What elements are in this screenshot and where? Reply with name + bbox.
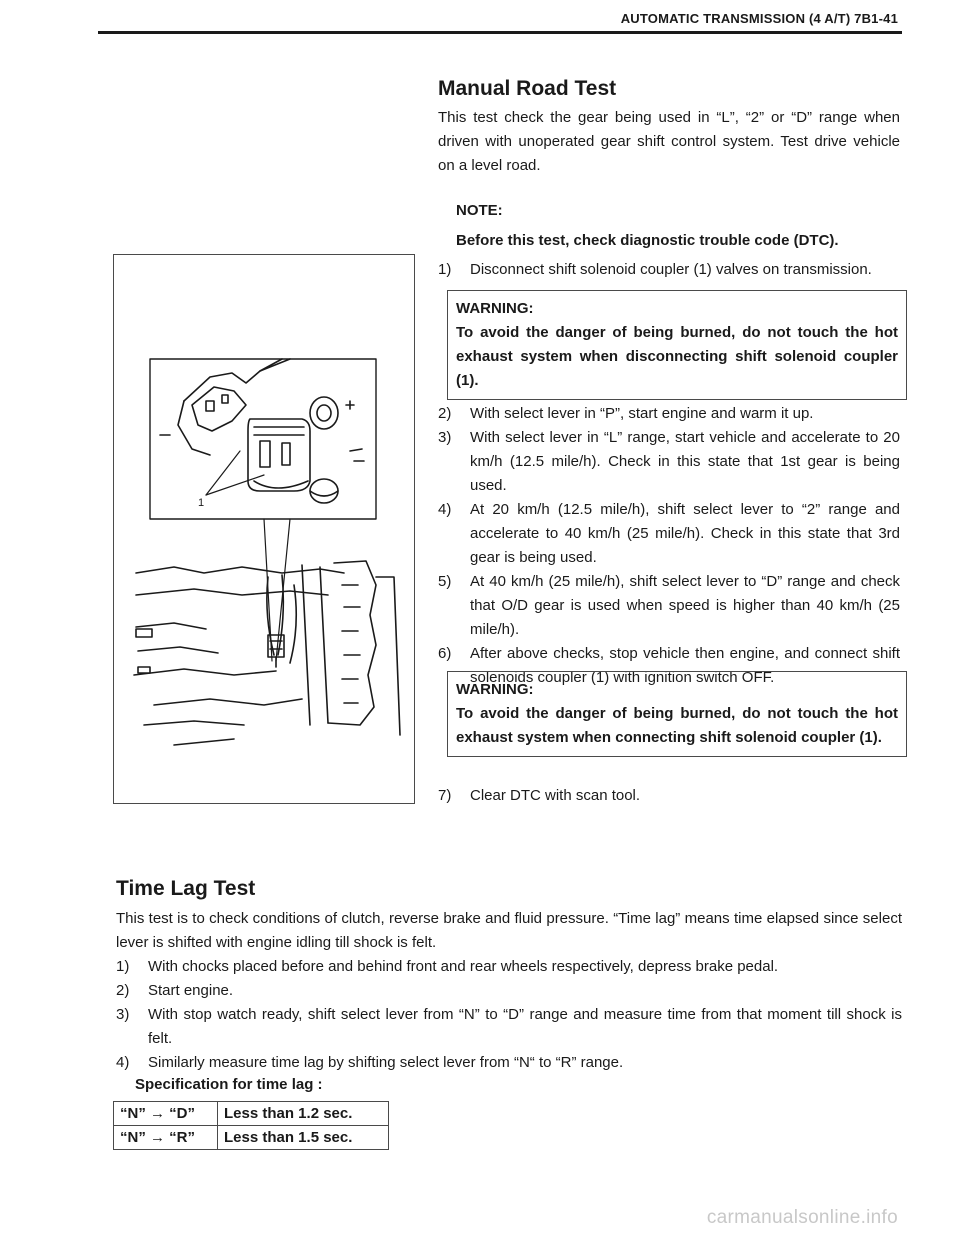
step-text: With stop watch ready, shift select lever from “N” to “D” range and measure time from that moment till shock is felt. [148, 1006, 902, 1047]
list-item [438, 498, 900, 570]
road-test-step-list-3 [438, 784, 900, 808]
figure-callout-1: 1 [198, 497, 205, 509]
list-item [438, 784, 900, 808]
note-block [456, 196, 896, 256]
step-text: With select lever in “P”, start engine and warm it up. [470, 405, 814, 422]
note-title: NOTE: [456, 202, 503, 219]
step-number: 7) [438, 787, 452, 804]
list-item [438, 570, 900, 642]
table-row [114, 1126, 389, 1150]
road-test-step-list-2 [438, 402, 900, 690]
time-lag-intro: This test is to check conditions of clutch, reverse brake and fluid pressure. “Time lag” means time elapsed since select lever is shifted with engine idling till shock is felt. [116, 910, 902, 951]
step-number: 2) [438, 405, 452, 422]
step-text: At 40 km/h (25 mile/h), shift select lever to “D” range and check that O/D gear is used when speed is higher than 40 km/h (25 mile/h). [470, 573, 900, 638]
table-row [114, 1102, 389, 1126]
warning-title: WARNING: [456, 681, 534, 698]
road-test-step-list-1 [438, 258, 900, 282]
step-number: 1) [116, 958, 130, 975]
warning-body: To avoid the danger of being burned, do not touch the hot exhaust system when disconnecting shift solenoid coupler (1). [456, 324, 898, 389]
step-number: 4) [116, 1054, 130, 1071]
figure-shift-solenoid-coupler [113, 254, 415, 804]
list-item [116, 1003, 902, 1051]
spec-shift-cell: “N” → “D” [114, 1102, 218, 1126]
section-heading-time-lag-test: Time Lag Test [116, 877, 256, 900]
step-number: 3) [438, 429, 452, 446]
spec-label: Specification for time lag : [135, 1076, 323, 1093]
step-text: Similarly measure time lag by shifting select lever from “N“ to “R” range. [148, 1054, 624, 1071]
road-test-intro: This test check the gear being used in “L”, “2” or “D” range when driven with unoperated gear shift control system. Test drive vehicle on a level road. [438, 109, 900, 174]
page-header-title: AUTOMATIC TRANSMISSION (4 A/T) 7B1-41 [620, 11, 898, 26]
step-number: 3) [116, 1006, 130, 1023]
list-item [116, 1051, 902, 1075]
list-item [438, 258, 900, 282]
list-item [438, 402, 900, 426]
list-item [116, 955, 902, 979]
spec-shift-cell: “N” → “R” [114, 1126, 218, 1150]
step-number: 2) [116, 982, 130, 999]
step-text: Start engine. [148, 982, 234, 999]
step-text: At 20 km/h (12.5 mile/h), shift select lever to “2” range and accelerate to 40 km/h (25 mile/h). Check in this state that 3rd gear is being used. [470, 501, 900, 566]
step-number: 4) [438, 501, 452, 518]
time-lag-step-list [116, 955, 902, 1075]
spec-value-cell: Less than 1.2 sec. [218, 1102, 389, 1126]
warning-title: WARNING: [456, 300, 534, 317]
spec-value-cell: Less than 1.5 sec. [218, 1126, 389, 1150]
note-body: Before this test, check diagnostic trouble code (DTC). [456, 232, 839, 249]
list-item [438, 426, 900, 498]
line-drawing-transmission [114, 255, 414, 803]
time-lag-spec-table [113, 1101, 389, 1150]
warning-box-connect [447, 671, 907, 757]
step-number: 6) [438, 645, 452, 662]
step-text: Disconnect shift solenoid coupler (1) valves on transmission. [470, 261, 872, 278]
step-number: 1) [438, 261, 452, 278]
step-number: 5) [438, 573, 452, 590]
header-rule [98, 31, 902, 34]
watermark: carmanualsonline.info [706, 1207, 898, 1228]
warning-box-disconnect [447, 290, 907, 400]
warning-body: To avoid the danger of being burned, do not touch the hot exhaust system when connecting shift solenoid coupler (1). [456, 705, 898, 746]
list-item [116, 979, 902, 1003]
section-heading-manual-road-test: Manual Road Test [438, 77, 617, 100]
step-text: With select lever in “L” range, start vehicle and accelerate to 20 km/h (12.5 mile/h). Check in this state that 1st gear is being used. [470, 429, 900, 494]
step-text: With chocks placed before and behind front and rear wheels respectively, depress brake pedal. [148, 958, 779, 975]
step-text: After above checks, stop vehicle then engine, and connect shift solenoids coupler (1) with ignition switch OFF. [470, 645, 900, 686]
step-text: Clear DTC with scan tool. [470, 787, 641, 804]
